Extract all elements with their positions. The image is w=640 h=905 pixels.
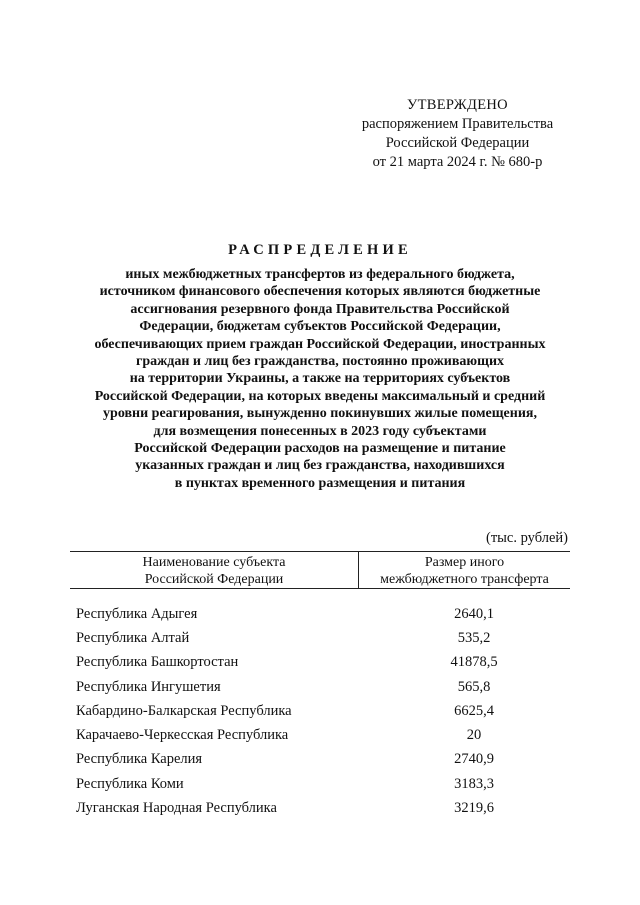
document-heading: РАСПРЕДЕЛЕНИЕ xyxy=(228,242,412,258)
region-name: Кабардино-Балкарская Республика xyxy=(76,702,292,719)
region-name: Республика Адыгея xyxy=(76,605,198,622)
transfer-amount: 41878,5 xyxy=(450,654,498,671)
transfer-amount: 565,8 xyxy=(457,678,491,695)
subheading-line: граждан и лиц без гражданства, постоянно проживающих xyxy=(135,354,505,370)
units-label: (тыс. рублей) xyxy=(486,530,568,546)
document-subheading xyxy=(60,266,580,492)
approval-line-1: распоряжением Правительства xyxy=(361,116,554,132)
subheading-line: ассигнования резервного фонда Правительства Российской xyxy=(130,301,510,317)
subheading-line: обеспечивающих прием граждан Российской Федерации, иностранных xyxy=(94,336,546,352)
region-name: Карачаево-Черкесская Республика xyxy=(76,727,289,744)
header-region-line-2: Российской Федерации xyxy=(144,572,284,587)
region-name: Республика Башкортостан xyxy=(76,654,239,671)
transfer-amount: 3183,3 xyxy=(454,775,494,792)
subheading-line: указанных граждан и лиц без гражданства, находившихся xyxy=(135,458,505,474)
subheading-line: Российской Федерации, на которых введены максимальный и средний xyxy=(94,388,546,404)
subheading-line: в пунктах временного размещения и питания xyxy=(174,475,466,491)
subheading-line: источником финансового обеспечения которых являются бюджетные xyxy=(99,284,541,300)
approval-line-2: Российской Федерации xyxy=(385,135,530,151)
subheading-line: на территории Украины, а также на территориях субъектов xyxy=(129,371,511,387)
table-row xyxy=(70,675,570,699)
transfer-amount: 3219,6 xyxy=(454,800,494,817)
table-row xyxy=(70,699,570,723)
region-name: Республика Ингушетия xyxy=(76,678,221,695)
region-name: Республика Алтай xyxy=(76,629,190,646)
region-name: Республика Коми xyxy=(76,775,184,792)
table-row xyxy=(70,626,570,650)
table-row xyxy=(70,723,570,747)
region-name: Луганская Народная Республика xyxy=(76,800,277,817)
approval-line-3: от 21 марта 2024 г. № 680-р xyxy=(372,154,543,170)
transfer-amount: 535,2 xyxy=(457,629,491,646)
header-transfer-amount xyxy=(359,552,570,588)
table-body xyxy=(70,602,570,821)
region-name: Республика Карелия xyxy=(76,751,203,768)
transfer-amount: 2640,1 xyxy=(454,605,494,622)
subheading-line: Российской Федерации расходов на размещение и питание xyxy=(134,441,506,457)
header-amount-line-1: Размер иного xyxy=(424,555,505,570)
approval-title: УТВЕРЖДЕНО xyxy=(407,97,508,113)
approval-stamp xyxy=(350,96,565,172)
subheading-line: Федерации, бюджетам субъектов Российской Федерации, xyxy=(139,319,501,335)
transfer-amount: 2740,9 xyxy=(454,751,494,768)
subheading-line: иных межбюджетных трансфертов из федерального бюджета, xyxy=(125,267,515,282)
table-row xyxy=(70,748,570,772)
table-row xyxy=(70,651,570,675)
table-row xyxy=(70,772,570,796)
subheading-line: уровни реагирования, вынужденно покинувших жилые помещения, xyxy=(103,406,537,422)
header-region-line-1: Наименование субъекта xyxy=(142,555,286,570)
transfer-amount: 20 xyxy=(466,727,482,744)
table-row xyxy=(70,602,570,626)
header-region-name xyxy=(70,552,359,588)
transfer-amount: 6625,4 xyxy=(454,702,494,719)
table-row xyxy=(70,796,570,820)
distribution-table xyxy=(70,551,570,821)
subheading-line: для возмещения понесенных в 2023 году субъектами xyxy=(153,423,487,439)
header-amount-line-2: межбюджетного трансферта xyxy=(380,572,549,587)
table-header xyxy=(70,551,570,589)
